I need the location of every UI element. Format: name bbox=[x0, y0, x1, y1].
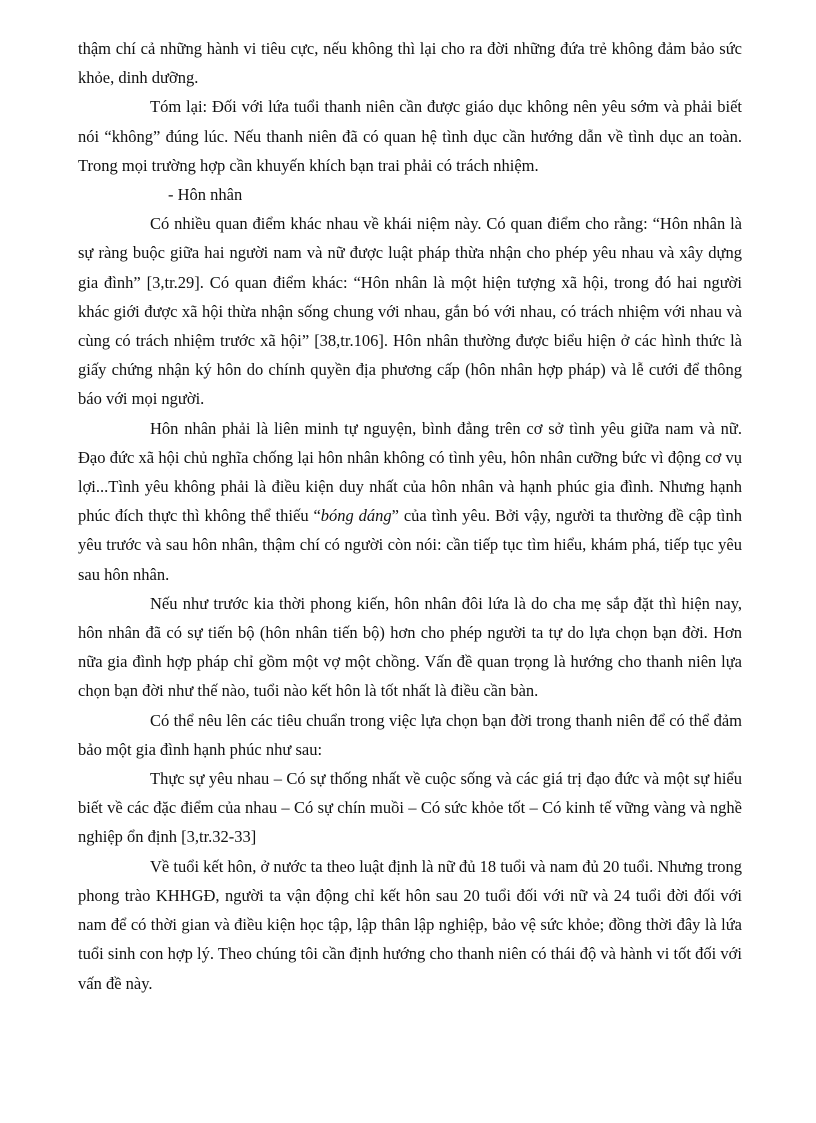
emphasis-bong-dang: bóng dáng bbox=[320, 506, 392, 526]
document-page bbox=[78, 34, 742, 998]
paragraph-criteria-list: Thực sự yêu nhau – Có sự thống nhất về cuộc sống và các giá trị đạo đức và một sự hiểu biết về các đặc điểm của nhau – Có sự chín muồi – Có sức khỏe tốt – Có kinh tế vững vàng và nghề nghiệp ổn định [3,tr.32-33] bbox=[78, 769, 742, 847]
section-heading-marriage: - Hôn nhân bbox=[168, 185, 243, 205]
paragraph-voluntary-union bbox=[78, 414, 742, 589]
paragraph-feudal-vs-modern: Nếu như trước kia thời phong kiến, hôn nhân đôi lứa là do cha mẹ sắp đặt thì hiện nay, hôn nhân đã có sự tiến bộ (hôn nhân tiến bộ) hơn cho phép người ta tự do lựa chọn bạn đời. Hơn nữa gia đình hợp pháp chỉ gồm một vợ một chồng. Vấn đề quan trọng là hướng cho thanh niên lựa chọn bạn đời như thế nào, tuổi nào kết hôn là tốt nhất là điều cần bàn. bbox=[78, 593, 742, 701]
paragraph-continuation: thậm chí cả những hành vi tiêu cực, nếu không thì lại cho ra đời những đứa trẻ không đảm bảo sức khỏe, dinh dưỡng. bbox=[78, 39, 742, 88]
paragraph-summary: Tóm lại: Đối với lứa tuổi thanh niên cần được giáo dục không nên yêu sớm và phải biết nói “không” đúng lúc. Nếu thanh niên đã có quan hệ tình dục cần hướng dẫn về tình dục an toàn. Trong mọi trường hợp cần khuyến khích bạn trai phải có trách nhiệm. bbox=[78, 97, 742, 175]
paragraph-voluntary-union-part1: Hôn nhân phải là liên minh tự nguyện, bình đẳng trên cơ sở tình yêu giữa nam và nữ. Đạo đức xã hội chủ nghĩa chống lại hôn nhân không có tình yêu, hôn nhân cưỡng bức vì động cơ vụ lợi...Tình yêu không phải là điều kiện duy nhất của hôn nhân và hạnh phúc gia đình. Nhưng hạnh phúc đích thực thì không thể thiếu “ bbox=[78, 418, 742, 526]
paragraph-voluntary-union-part2: ” của tình yêu. Bởi vậy, người ta thường đề cập tình yêu trước và sau hôn nhân, thậm chí có người còn nói: cần tiếp tục tìm hiểu, khám phá, tiếp tục yêu sau hôn nhân. bbox=[78, 506, 742, 584]
paragraph-marriage-age: Về tuổi kết hôn, ở nước ta theo luật định là nữ đủ 18 tuổi và nam đủ 20 tuổi. Nhưng trong phong trào KHHGĐ, người ta vận động chỉ kết hôn sau 20 tuổi đối với nữ và 24 tuổi đời đối với nam để có thời gian và điều kiện học tập, lập thân lập nghiệp, bảo vệ sức khỏe; đồng thời đây là lứa tuổi sinh con hợp lý. Theo chúng tôi cần định hướng cho thanh niên có thái độ và hành vi tốt đối với vấn đề này. bbox=[78, 856, 742, 993]
paragraph-criteria-intro: Có thể nêu lên các tiêu chuẩn trong việc lựa chọn bạn đời trong thanh niên để có thể đảm bảo một gia đình hạnh phúc như sau: bbox=[78, 710, 742, 759]
paragraph-marriage-definitions: Có nhiều quan điểm khác nhau về khái niệm này. Có quan điểm cho rằng: “Hôn nhân là sự ràng buộc giữa hai người nam và nữ được luật pháp thừa nhận cho phép yêu nhau và xây dựng gia đình” [3,tr.29]. Có quan điểm khác: “Hôn nhân là một hiện tượng xã hội, trong đó hai người khác giới được xã hội thừa nhận sống chung với nhau, gắn bó với nhau, có trách nhiệm với nhau và cùng có trách nhiệm trước xã hội” [38,tr.106]. Hôn nhân thường được biểu hiện ở các hình thức là giấy chứng nhận ký hôn do chính quyền địa phương cấp (hôn nhân hợp pháp) và lễ cưới để thông báo với mọi người. bbox=[78, 214, 742, 409]
